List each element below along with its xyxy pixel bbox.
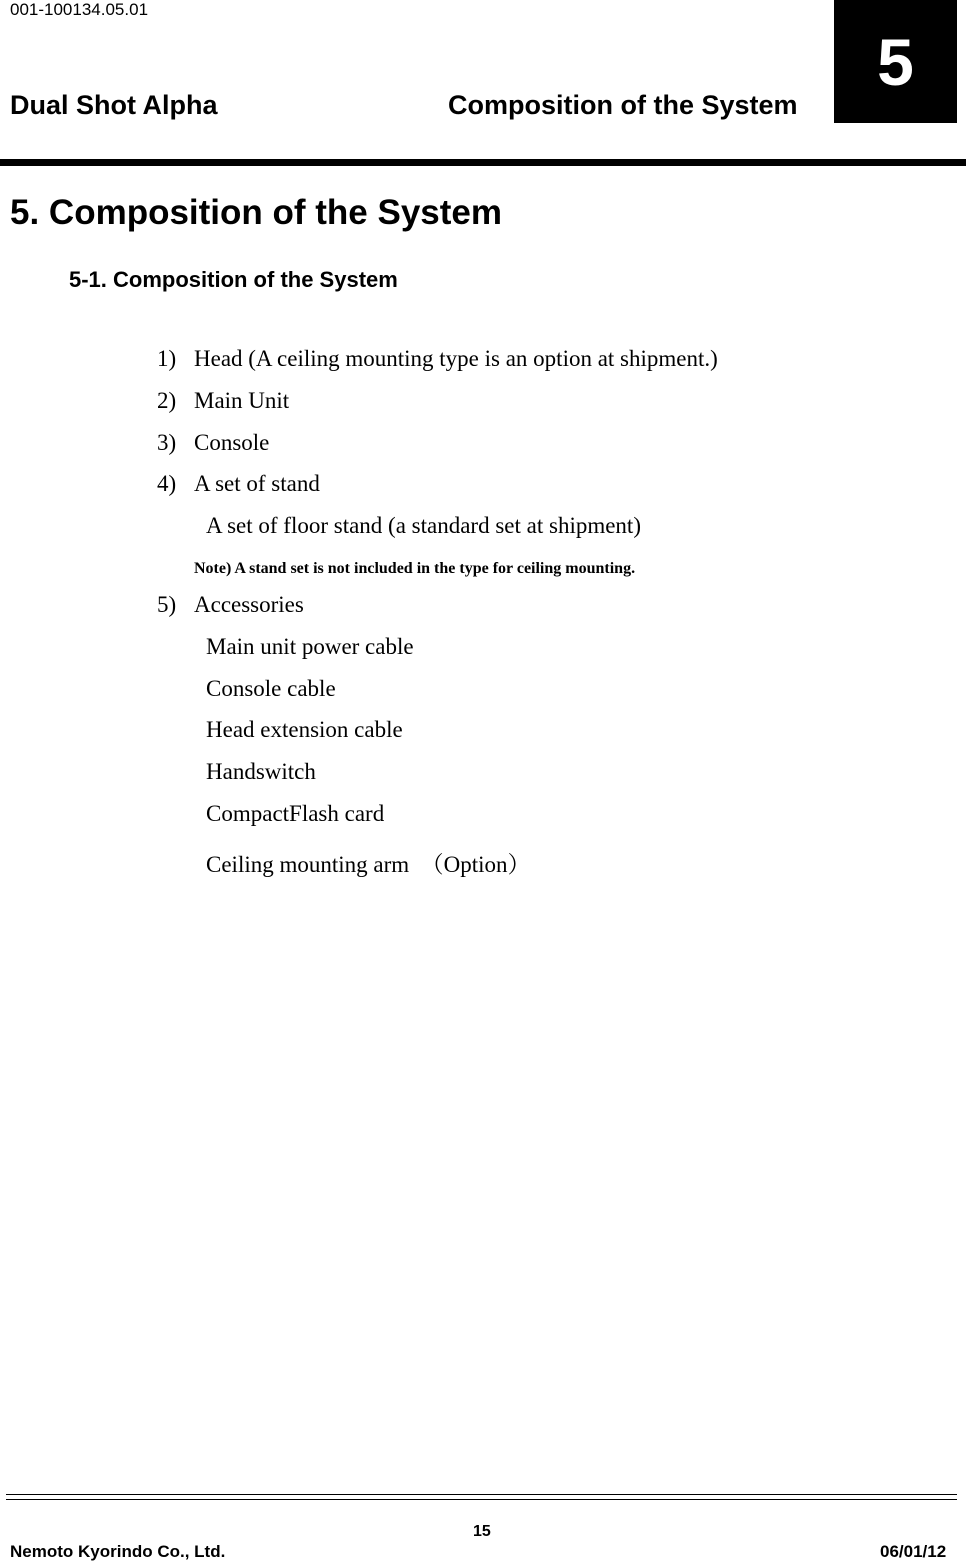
document-date: 06/01/12 [880, 1542, 947, 1561]
list-item-text: Head (A ceiling mounting type is an option at shipment.) [194, 346, 718, 371]
stand-note: Note) A stand set is not included in the type for ceiling mounting. [194, 560, 636, 577]
section-title: 5-1. Composition of the System [69, 267, 398, 292]
accessory-item: CompactFlash card [206, 801, 385, 826]
accessory-item: Handswitch [206, 759, 316, 784]
company-name: Nemoto Kyorindo Co., Ltd. [10, 1542, 226, 1561]
chapter-title: 5. Composition of the System [10, 193, 502, 232]
accessory-item: Head extension cable [206, 717, 403, 742]
page-number: 15 [473, 1523, 491, 1540]
list-item-number: 1) [157, 346, 177, 371]
list-item-text: Accessories [194, 592, 304, 617]
accessory-item: Ceiling mounting arm （Option） [206, 852, 531, 877]
list-item-number: 3) [157, 430, 177, 455]
footer-divider [6, 1499, 957, 1500]
list-item-number: 4) [157, 471, 177, 496]
document-number: 001-100134.05.01 [10, 0, 149, 19]
stand-sub-item: A set of floor stand (a standard set at shipment) [206, 513, 641, 538]
accessory-item: Console cable [206, 676, 336, 701]
list-item-text: A set of stand [194, 471, 320, 496]
list-item-number: 2) [157, 388, 177, 413]
list-item-number: 5) [157, 592, 177, 617]
list-item-text: Main Unit [194, 388, 290, 413]
list-item-text: Console [194, 430, 270, 455]
footer-divider [6, 1494, 957, 1495]
header-divider [0, 159, 966, 166]
product-name: Dual Shot Alpha [10, 90, 218, 120]
chapter-number-badge: 5 [834, 0, 957, 123]
accessory-item: Main unit power cable [206, 634, 414, 659]
header-section-title: Composition of the System [448, 90, 798, 120]
